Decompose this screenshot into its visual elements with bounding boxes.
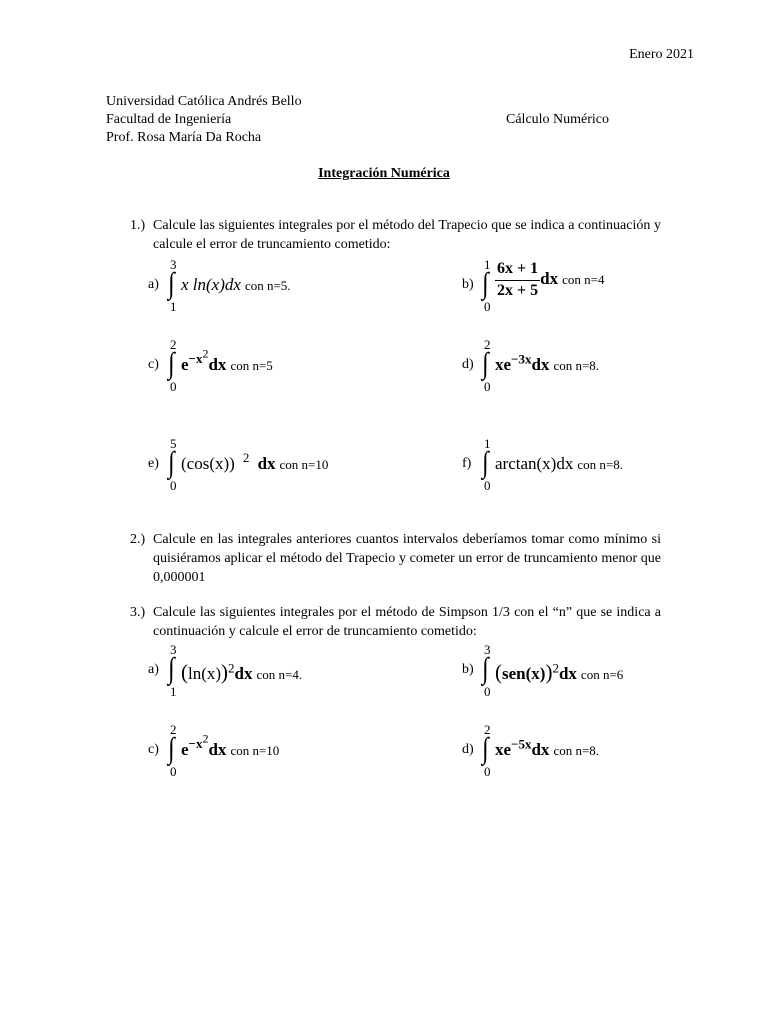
integral-sign-icon: ∫ bbox=[482, 652, 489, 686]
integrand: x ln(x)dx con n=5. bbox=[181, 275, 291, 294]
question-1 bbox=[130, 216, 661, 254]
document-date: Enero 2021 bbox=[629, 47, 694, 62]
upper-limit: 5 bbox=[170, 436, 177, 451]
lower-limit: 0 bbox=[484, 379, 491, 394]
integral-sign-icon: ∫ bbox=[168, 347, 175, 381]
item-label: e) bbox=[148, 456, 159, 471]
integral-sign-icon: ∫ bbox=[168, 267, 175, 301]
integrand: $(sen(x))^2dx$ con n=6 bbox=[495, 660, 624, 684]
upper-limit: 2 bbox=[484, 722, 491, 737]
integrand: $xe^{-3x}dx$ con n=8. bbox=[495, 351, 600, 374]
integrand: $e^{-x^2}dx$ con n=5 bbox=[181, 347, 273, 374]
question-text: Calcule en las integrales anteriores cuantos intervalos deberíamos tomar como mínimo si quisiéramos aplicar el método del Trapecio y cometer un error de truncamiento menor que 0,000001 bbox=[153, 532, 661, 585]
integrand: $e^{-x^2}dx$ con n=10 bbox=[181, 732, 280, 759]
integral-sign-icon: ∫ bbox=[168, 652, 175, 686]
lower-limit: 0 bbox=[484, 764, 491, 779]
item-label: d) bbox=[462, 742, 474, 757]
integrand: $\frac{6x + 1}{2x + 5}$ dx con n=4 bbox=[495, 259, 604, 302]
professor-name: Prof. Rosa María Da Rocha bbox=[106, 130, 262, 145]
course-name: Cálculo Numérico bbox=[506, 112, 610, 127]
question-3 bbox=[130, 603, 661, 641]
question-number: 2.) bbox=[130, 532, 146, 547]
upper-limit: 1 bbox=[484, 436, 491, 451]
integral-sign-icon: ∫ bbox=[168, 732, 175, 766]
lower-limit: 0 bbox=[170, 764, 177, 779]
integral-sign-icon: ∫ bbox=[482, 732, 489, 766]
integral-sign-icon: ∫ bbox=[482, 446, 489, 480]
question-text: Calcule las siguientes integrales por el método del Trapecio que se indica a continuación y calcule el error de truncamiento cometido: bbox=[153, 218, 661, 252]
item-label: c) bbox=[148, 742, 159, 757]
faculty-name: Facultad de Ingeniería bbox=[106, 112, 232, 127]
question-number: 3.) bbox=[130, 605, 146, 620]
item-label: c) bbox=[148, 357, 159, 372]
upper-limit: 1 bbox=[484, 257, 491, 272]
integral-sign-icon: ∫ bbox=[482, 347, 489, 381]
denominator: 2x + 5 bbox=[497, 281, 539, 299]
question-number: 1.) bbox=[130, 218, 146, 233]
upper-limit: 2 bbox=[170, 337, 177, 352]
integral-sign-icon: ∫ bbox=[482, 267, 489, 301]
upper-limit: 3 bbox=[170, 257, 177, 272]
upper-limit: 3 bbox=[170, 642, 177, 657]
integral-sign-icon: ∫ bbox=[168, 446, 175, 480]
lower-limit: 0 bbox=[170, 478, 177, 493]
item-label: b) bbox=[462, 277, 474, 292]
university-name: Universidad Católica Andrés Bello bbox=[106, 94, 302, 109]
lower-limit: 0 bbox=[170, 379, 177, 394]
numerator: 6x + 1 bbox=[495, 259, 540, 281]
question-2 bbox=[130, 530, 661, 587]
integrand: $xe^{-5x}dx$ con n=8. bbox=[495, 736, 600, 759]
lower-limit: 0 bbox=[484, 684, 491, 699]
document-title: Integración Numérica bbox=[318, 166, 450, 181]
item-label: d) bbox=[462, 357, 474, 372]
integrand: (cos(x)) $^2$ dx con n=10 bbox=[181, 450, 329, 473]
integrand: $(\ln(x))^2dx$ con n=4. bbox=[181, 660, 303, 684]
fraction bbox=[495, 259, 540, 302]
upper-limit: 3 bbox=[484, 642, 491, 657]
upper-limit: 2 bbox=[170, 722, 177, 737]
item-label: a) bbox=[148, 277, 159, 292]
item-label: f) bbox=[462, 456, 472, 471]
integrand: arctan(x)dx con n=8. bbox=[495, 454, 623, 473]
lower-limit: 1 bbox=[170, 299, 177, 314]
lower-limit: 1 bbox=[170, 684, 177, 699]
lower-limit: 0 bbox=[484, 299, 491, 314]
question-text: Calcule las siguientes integrales por el método de Simpson 1/3 con el “n” que se indica a continuación y calcule el error de truncamiento cometido: bbox=[153, 605, 661, 639]
item-label: b) bbox=[462, 662, 474, 677]
lower-limit: 0 bbox=[484, 478, 491, 493]
institution-block bbox=[106, 93, 302, 147]
item-label: a) bbox=[148, 662, 159, 677]
upper-limit: 2 bbox=[484, 337, 491, 352]
